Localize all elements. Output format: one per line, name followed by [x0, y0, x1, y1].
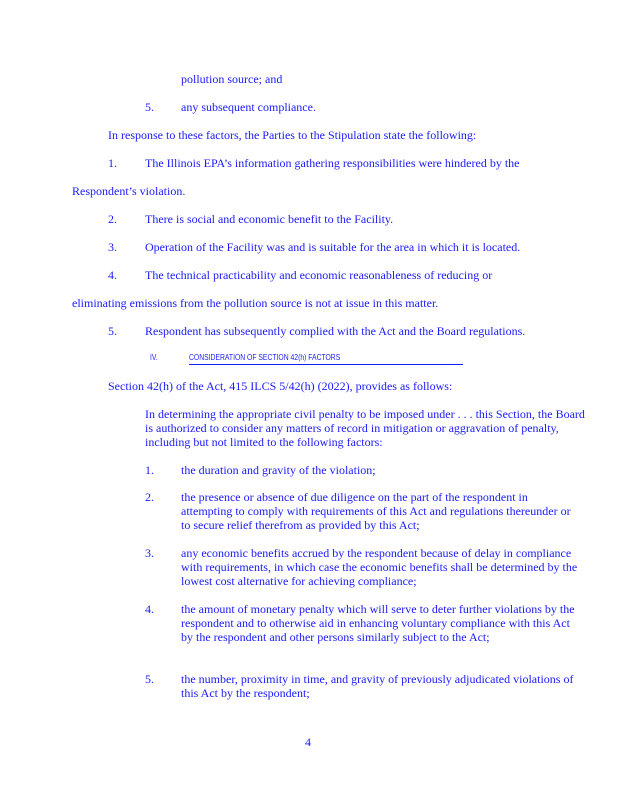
quote-item-3-number: 3.: [145, 546, 154, 560]
quote-intro: In determining the appropriate civil penalty to be imposed under . . . this Section, the Board is authorized to consider any matters of record in mitigation or aggravation of penalty, including but not limited to the following factors:: [145, 407, 585, 449]
section-heading-underline: [189, 364, 463, 365]
section-heading-roman: IV.: [150, 353, 158, 362]
stipulation-4-line1: The technical practicability and economic reasonableness of reducing or: [145, 268, 493, 282]
page-number: 4: [305, 735, 311, 749]
factor-5-text: any subsequent compliance.: [181, 100, 316, 114]
stipulation-3-number: 3.: [108, 240, 117, 254]
factor-5-number: 5.: [145, 100, 154, 114]
quote-item-2-number: 2.: [145, 490, 154, 504]
quote-item-1-number: 1.: [145, 463, 154, 477]
quote-item-1-text: the duration and gravity of the violation;: [181, 463, 376, 477]
stipulation-1-line1: The Illinois EPA’s information gathering responsibilities were hindered by the: [145, 156, 520, 170]
quote-item-5-number: 5.: [145, 672, 154, 686]
stipulation-1-number: 1.: [108, 156, 117, 170]
stipulation-4-line2: eliminating emissions from the pollution source is not at issue in this matter.: [72, 296, 439, 310]
stipulation-5-line1: Respondent has subsequently complied with the Act and the Board regulations.: [145, 324, 526, 338]
quote-item-5-text: the number, proximity in time, and gravity of previously adjudicated violations of this Act by the respondent;: [181, 672, 574, 700]
quote-item-2-text: the presence or absence of due diligence on the part of the respondent in attempting to comply with requirements of this Act and regulations thereunder or to secure relief therefrom as provided by this Act;: [181, 490, 571, 532]
stipulation-5-number: 5.: [108, 324, 117, 338]
section-heading-text: CONSIDERATION OF SECTION 42(h) FACTORS: [189, 353, 341, 362]
stipulation-1-line2: Respondent’s violation.: [72, 184, 186, 198]
stipulation-4-number: 4.: [108, 268, 117, 282]
stipulation-3-line1: Operation of the Facility was and is suitable for the area in which it is located.: [145, 240, 521, 254]
stipulation-2-number: 2.: [108, 212, 117, 226]
quote-item-4-number: 4.: [145, 602, 154, 616]
stipulation-intro: In response to these factors, the Parties to the Stipulation state the following:: [108, 128, 477, 142]
section-42h-intro: Section 42(h) of the Act, 415 ILCS 5/42(h) (2022), provides as follows:: [108, 379, 453, 393]
quote-item-4-text: the amount of monetary penalty which will serve to deter further violations by the respondent and to otherwise aid in enhancing voluntary compliance with this Act by the respondent and other persons similarly subject to the Act;: [181, 602, 575, 644]
quote-item-3-text: any economic benefits accrued by the respondent because of delay in compliance with requirements, in which case the economic benefits shall be determined by the lowest cost alternative for achieving compliance;: [181, 546, 578, 588]
continuation-text: pollution source; and: [181, 72, 283, 86]
stipulation-2-line1: There is social and economic benefit to the Facility.: [145, 212, 394, 226]
